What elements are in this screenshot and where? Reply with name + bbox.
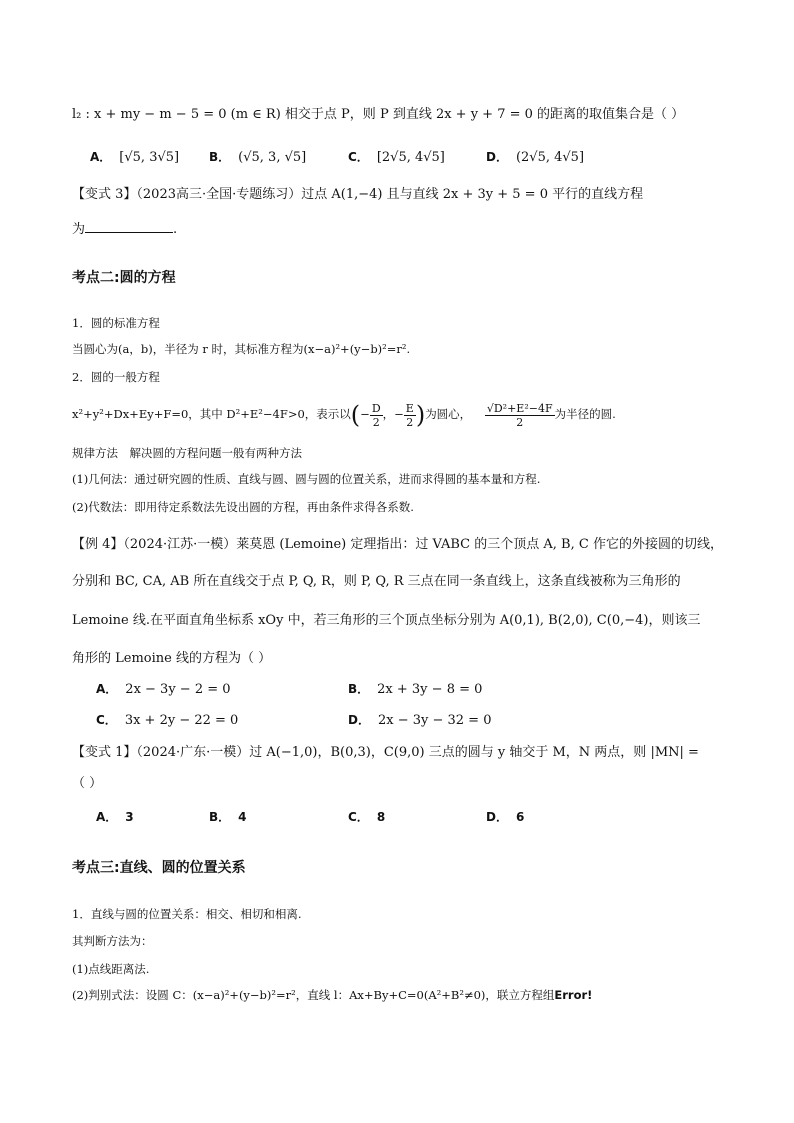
option-key: C． [348,150,369,164]
example4-option-b [348,680,482,699]
option-key: D． [486,150,508,164]
answer-blank [85,218,173,233]
fraction-den: 2 [406,415,414,429]
option-key: A． [96,682,118,696]
option-key: B． [348,682,370,696]
section3-item1-sub: 其判断方法为： [72,934,153,948]
option-key: D． [348,713,370,727]
section3-heading: 考点三:直线、圆的位置关系 [72,860,246,876]
center-text: 为圆心， [425,407,472,421]
variant1-line1: 【变式 1】（2024·广东·一模）过 A(−1,0)，B(0,3)，C(9,0) 三点的圆与 y 轴交于 M，N 两点，则 |MN| = [72,745,699,760]
example4-option-d [348,711,491,730]
option-key: B． [209,150,231,164]
option-key: A． [96,810,118,824]
option-value: 4 [238,810,247,824]
option-key: D． [486,810,508,824]
section2-item1-title: 1．圆的标准方程 [72,316,160,330]
right-paren: ) [415,401,426,429]
example4-line3: Lemoine 线.在平面直角坐标系 xOy 中，若三角形的三个顶点坐标分别为 A(0,1), B(2,0), C(0,−4)，则该三 [72,613,701,628]
option-value: (√5, 3, √5] [238,150,307,165]
option-value: 3x + 2y − 22 = 0 [124,713,239,728]
option-value: (2√5, 4√5] [515,150,585,165]
section2-item1-text: 当圆心为(a，b)，半径为 r 时，其标准方程为(x−a)²+(y−b)²=r². [72,342,411,356]
fraction-num: E [405,401,414,415]
option-value: [2√5, 4√5] [376,150,445,165]
fraction-den: 2 [372,415,380,429]
left-paren: ( [350,401,361,429]
fraction-d [370,402,383,429]
variant1-option-a [96,808,142,827]
option-value: 6 [515,810,525,824]
example4-line4: 角形的 Lemoine 线的方程为（ ） [72,651,272,666]
example4-option-a [96,680,231,699]
option-a [90,148,179,167]
option-value: 2x − 3y − 2 = 0 [125,682,231,697]
option-b [209,148,306,167]
option-value: 3 [125,810,134,824]
fraction-radius [485,402,555,429]
option-value: 2x − 3y − 32 = 0 [377,713,492,728]
section2-heading: 考点二:圆的方程 [72,270,176,286]
option-value: 2x + 3y − 8 = 0 [377,682,483,697]
variant3-line1: 【变式 3】（2023高三·全国·专题练习）过点 A(1,−4) 且与直线 2x + 3y + 5 = 0 平行的直线方程 [72,187,644,202]
fraction-num: √D²+E²−4F [486,401,553,415]
error-text: Error! [554,988,593,1002]
section3-item1: 1．直线与圆的位置关系：相交、相切和相离. [72,907,302,921]
radius-text: 为半径的圆. [554,407,616,421]
method-title: 规律方法 解决圆的方程问题一般有两种方法 [72,446,302,460]
variant3-prefix: 为 [72,222,86,237]
example4-line2: 分别和 BC, CA, AB 所在直线交于点 P, Q, R，则 P, Q, R 三点在同一条直线上，这条直线被称为三角形的 [72,574,681,589]
section3-method1: (1)点线距离法. [72,962,150,976]
variant1-option-c [348,808,393,827]
variant3-line2 [72,218,177,239]
variant1-option-d [486,808,532,827]
method-1: (1)几何法：通过研究圆的性质、直线与圆、圆与圆的位置关系，进而求得圆的基本量和方程. [72,472,541,486]
fraction-num: D [371,401,381,415]
problem-line-l2: l₂ : x + my − m − 5 = 0 (m ∈ R) 相交于点 P，则 P 到直线 2x + y + 7 = 0 的距离的取值集合是（ ） [72,107,685,122]
option-key: C． [348,810,369,824]
fraction-den: 2 [516,415,524,429]
general-eq-text: x²+y²+Dx+Ey+F=0，其中 D²+E²−4F>0，表示以 [72,407,351,421]
option-key: B． [209,810,231,824]
variant3-suffix: . [173,222,178,237]
option-c [348,148,445,167]
section2-item2-title: 2．圆的一般方程 [72,370,160,384]
option-d [486,148,584,167]
section2-item2-text: x²+y²+Dx+Ey+F=0，其中 D²+E²−4F>0，表示以(− $\frac{D}{2}$ ，− $\frac{E}{2}$ )为圆心， $\frac{\text{√D²+E²−4F}}{2}$ 为半径的圆. [72,401,616,429]
variant1-line2: （ ） [72,776,103,791]
option-value: [√5, 3√5] [119,150,180,165]
example4-line1: 【例 4】（2024·江苏·一模）莱莫恩 (Lemoine) 定理指出：过 VABC 的三个顶点 A, B, C 作它的外接圆的切线， [72,537,723,552]
section3-method2 [72,986,592,1004]
fraction-e [404,402,416,429]
option-value: 8 [376,810,386,824]
option-key: C． [96,713,117,727]
example4-option-c [96,711,238,730]
method-2: (2)代数法：即用待定系数法先设出圆的方程，再由条件求得各系数. [72,500,414,514]
option-key: A． [90,150,112,164]
method2-text: (2)判别式法：设圆 C：(x−a)²+(y−b)²=r²，直线 l：Ax+By+C=0(A²+B²≠0)，联立方程组 [72,988,555,1002]
variant1-option-b [209,808,255,827]
